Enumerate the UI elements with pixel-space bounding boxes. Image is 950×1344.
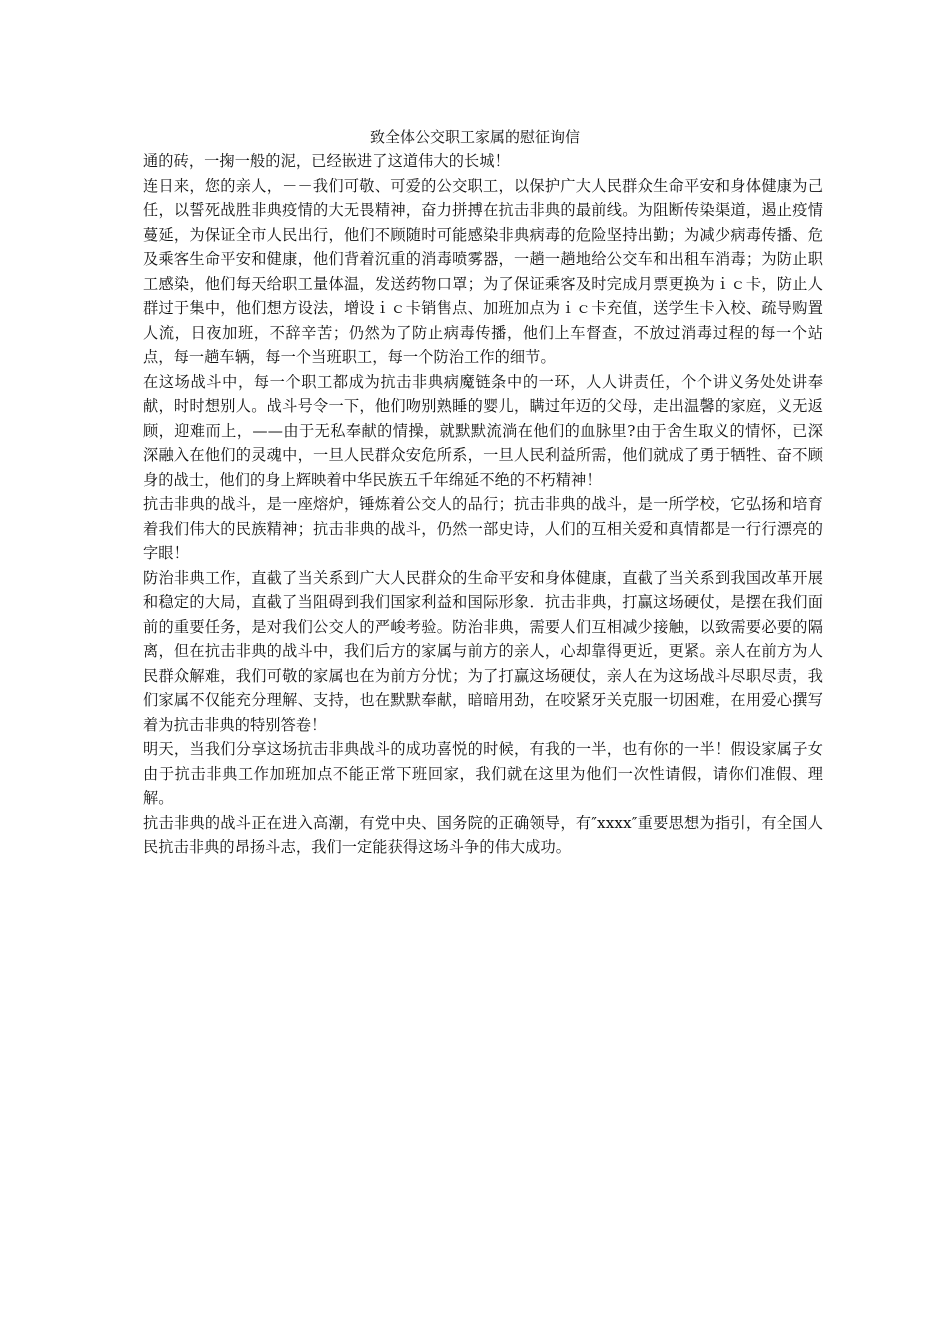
paragraph-1: 通的砖，一掬一般的泥，已经嵌进了这道伟大的长城！ [143, 152, 510, 170]
paragraph-5: 防治非典工作，直截了当关系到广大人民群众的生命平安和身体健康，直截了当关系到我国改革开展和稳定的大局，直截了当阻碍到我们国家利益和国际形象．抗击非典，打赢这场硬仗，是摆在我们面前的重要任务，是对我们公交人的严峻考验。防治非典，需要人们互相减少接触，以致需要必要的隔离，但在抗击非典的战斗中，我们后方的家属与前方的亲人，心却靠得更近，更紧。亲人在前方为人民群众解难，我们可敬的家属也在为前方分忧；为了打赢这场硬仗，亲人在为这场战斗尽职尽责，我们家属不仅能充分理解、支持，也在默默奉献，暗暗用劲，在咬紧牙关克服一切困难，在用爱心撰写着为抗击非典的特别答卷！ [143, 568, 823, 734]
document-title: 致全体公交职工家属的慰征询信 [369, 128, 580, 146]
document-body [143, 149, 823, 860]
paragraph-4: 抗击非典的战斗，是一座熔炉，锤炼着公交人的品行；抗击非典的战斗，是一所学校，它弘扬和培育着我们伟大的民族精神；抗击非典的战斗，仍然一部史诗，人们的互相关爱和真情都是一行行漂亮的字眼！ [143, 495, 823, 562]
paragraph-6: 明天，当我们分享这场抗击非典战斗的成功喜悦的时候，有我的一半，也有你的一半！假设家属子女由于抗击非典工作加班加点不能正常下班回家，我们就在这里为他们一次性请假，请你们准假、理解。 [143, 740, 823, 807]
paragraph-7: 抗击非典的战斗正在进入高潮，有党中央、国务院的正确领导，有″xxxx″重要思想为指引，有全国人民抗击非典的昂扬斗志，我们一定能获得这场斗争的伟大成功。 [143, 813, 823, 856]
paragraph-2: 连日来，您的亲人，－－我们可敬、可爱的公交职工，以保护广大人民群众生命平安和身体健康为己任，以誓死战胜非典疫情的大无畏精神，奋力拼搏在抗击非典的最前线。为阻断传染渠道，遏止疫情蔓延，为保证全市人民出行，他们不顾随时可能感染非典病毒的危险坚持出勤；为减少病毒传播、危及乘客生命平安和健康，他们背着沉重的消毒喷雾器，一趟一趟地给公交车和出租车消毒；为防止职工感染，他们每天给职工量体温，发送药物口罩；为了保证乘客及时完成月票更换为ｉｃ卡，防止人群过于集中，他们想方设法，增设ｉｃ卡销售点、加班加点为ｉｃ卡充值，送学生卡入校、疏导购置人流，日夜加班，不辞辛苦；仍然为了防止病毒传播，他们上车督查，不放过消毒过程的每一个站点，每一趟车辆，每一个当班职工，每一个防治工作的细节。 [143, 176, 823, 366]
paragraph-3: 在这场战斗中，每一个职工都成为抗击非典病魔链条中的一环，人人讲责任，个个讲义务处处讲奉献，时时想别人。战斗号令一下，他们吻别熟睡的婴儿，瞒过年迈的父母，走出温馨的家庭，义无返顾，迎难而上，——由于无私奉献的情操，就默默流淌在他们的血脉里?由于舍生取义的情怀，已深深融入在他们的灵魂中，一旦人民群众安危所系，一旦人民利益所需，他们就成了勇于牺牲、奋不顾身的战士，他们的身上辉映着中华民族五千年绵延不绝的不朽精神！ [143, 372, 823, 489]
